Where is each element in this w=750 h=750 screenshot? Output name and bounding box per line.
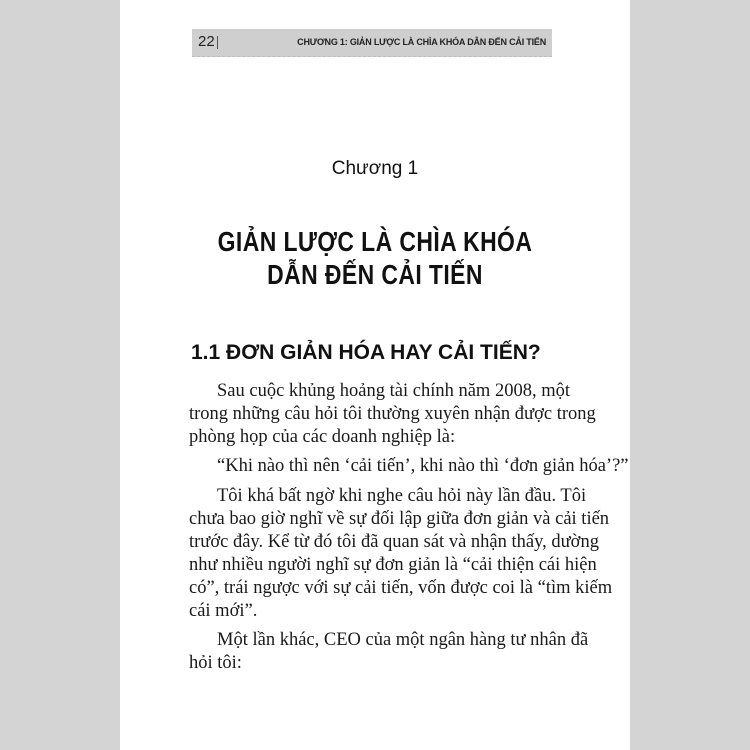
body-line: Một lần khác, CEO của một ngân hàng tư nhân đã [217, 630, 589, 650]
chapter-title-line-1: GIẢN LƯỢC LÀ CHÌA KHÓA [217, 226, 533, 257]
body-line: Tôi khá bất ngờ khi nghe câu hỏi này lần đầu. Tôi [217, 486, 587, 506]
page-number: 22 [198, 33, 215, 50]
quote-line: “Khi nào thì nên ‘cải tiến’, khi nào thì ‘đơn giản hóa’?” [217, 456, 629, 476]
body-line: trong những câu hỏi tôi thường xuyên nhận được trong [189, 404, 596, 424]
body-line: Sau cuộc khủng hoảng tài chính năm 2008, một [217, 381, 570, 401]
body-line: phòng họp của các doanh nghiệp là: [189, 427, 456, 447]
running-header [192, 29, 552, 57]
book-page [120, 0, 630, 750]
body-line: có”, trái ngược với sự cải tiến, vốn được coi là “tìm kiếm [189, 578, 613, 598]
body-line: cái mới”. [189, 601, 258, 621]
body-line: như nhiều người nghĩ sự đơn giản là “cải thiện cái hiện [189, 555, 597, 575]
body-line: trước đây. Kể từ đó tôi đã quan sát và nhận thấy, dường [189, 532, 599, 552]
chapter-label: Chương 1 [331, 158, 419, 179]
chapter-title-line-2: DẪN ĐẾN CẢI TIẾN [267, 259, 483, 290]
section-heading: 1.1 ĐƠN GIẢN HÓA HAY CẢI TIẾN? [191, 341, 541, 364]
body-line: chưa bao giờ nghĩ về sự đối lập giữa đơn giản và cải tiến [189, 509, 610, 529]
running-title: CHƯƠNG 1: GIẢN LƯỢC LÀ CHÌA KHÓA DẪN ĐẾN CẢI TIẾN [297, 37, 546, 47]
body-line: hỏi tôi: [189, 653, 242, 673]
header-divider [217, 36, 218, 49]
